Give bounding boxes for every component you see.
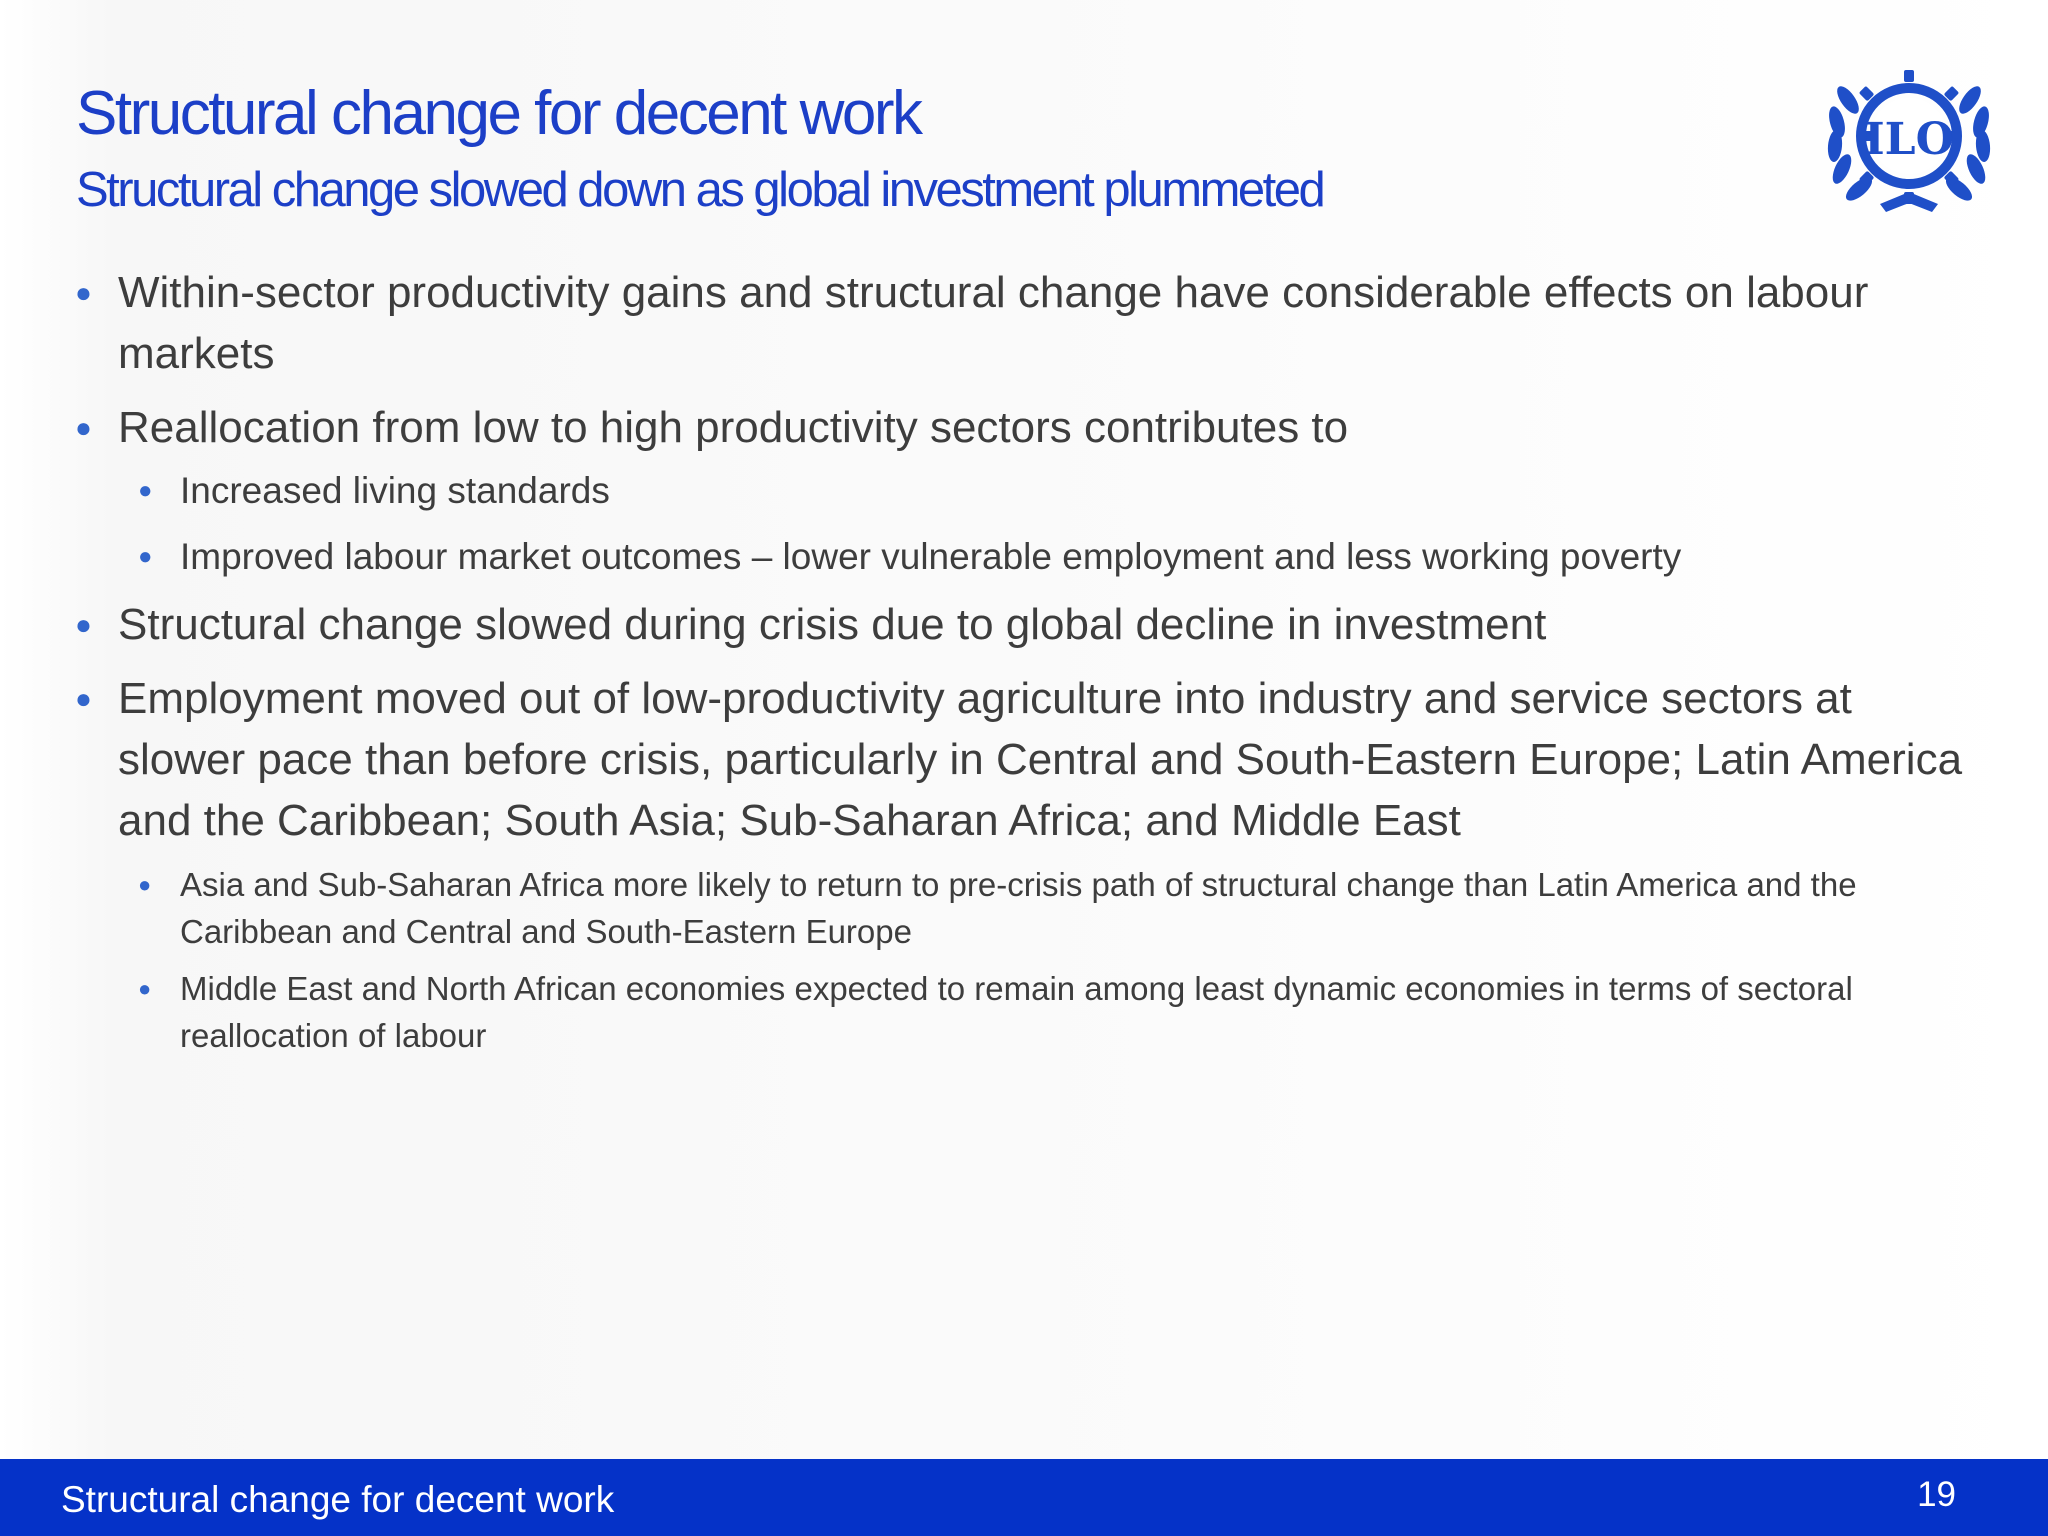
bullet-dot-icon: ● bbox=[138, 477, 153, 504]
bullet-text: Within-sector productivity gains and structural change have considerable effects on labour markets bbox=[118, 268, 1869, 378]
ilo-logo bbox=[1818, 56, 2000, 218]
page-number: 19 bbox=[1917, 1475, 1956, 1514]
footer-title: Structural change for decent work bbox=[61, 1479, 615, 1520]
sub-bullet-item bbox=[72, 466, 1972, 516]
sub-bullet-item bbox=[72, 532, 1972, 582]
bullet-dot-icon: ● bbox=[75, 412, 92, 443]
bullet-dot-icon: ● bbox=[138, 543, 153, 570]
bullet-item bbox=[72, 668, 1972, 851]
footer-bar bbox=[0, 1459, 2048, 1536]
bullet-dot-icon: ● bbox=[138, 872, 152, 897]
sub-bullet-text: Increased living standards bbox=[180, 470, 610, 511]
slide-subtitle: Structural change slowed down as global investment plummeted bbox=[76, 163, 1324, 217]
sub-bullet-item bbox=[72, 861, 1972, 955]
bullet-dot-icon: ● bbox=[75, 277, 92, 308]
sub-bullet-text: Middle East and North African economies expected to remain among least dynamic economies in terms of sectoral reallocation of labour bbox=[180, 970, 1853, 1054]
sub-bullet-text: Asia and Sub-Saharan Africa more likely to return to pre-crisis path of structural change than Latin America and the Caribbean and Central and South-Eastern Europe bbox=[180, 866, 1857, 950]
bullet-text: Reallocation from low to high productivity sectors contributes to bbox=[118, 403, 1349, 452]
bullet-dot-icon: ● bbox=[75, 683, 92, 714]
bullet-text: Employment moved out of low-productivity agriculture into industry and service sectors at slower pace than before crisis, particularly in Central and South-Eastern Europe; Latin America and the Caribbean; South Asia; Sub-Saharan Africa; and Middle East bbox=[118, 674, 1963, 845]
bullet-item bbox=[72, 594, 1972, 655]
sub-bullet-item bbox=[72, 965, 1972, 1059]
bullet-list bbox=[72, 262, 1972, 1059]
bullet-item bbox=[72, 262, 1972, 384]
bullet-text: Structural change slowed during crisis due to global decline in investment bbox=[118, 600, 1547, 649]
slide-title: Structural change for decent work bbox=[76, 79, 921, 148]
sub-bullet-text: Improved labour market outcomes – lower vulnerable employment and less working poverty bbox=[180, 536, 1682, 577]
bullet-dot-icon: ● bbox=[75, 609, 92, 640]
logo-text: ILO bbox=[1864, 114, 1954, 165]
bullet-dot-icon: ● bbox=[138, 976, 152, 1001]
bullet-item bbox=[72, 397, 1972, 458]
